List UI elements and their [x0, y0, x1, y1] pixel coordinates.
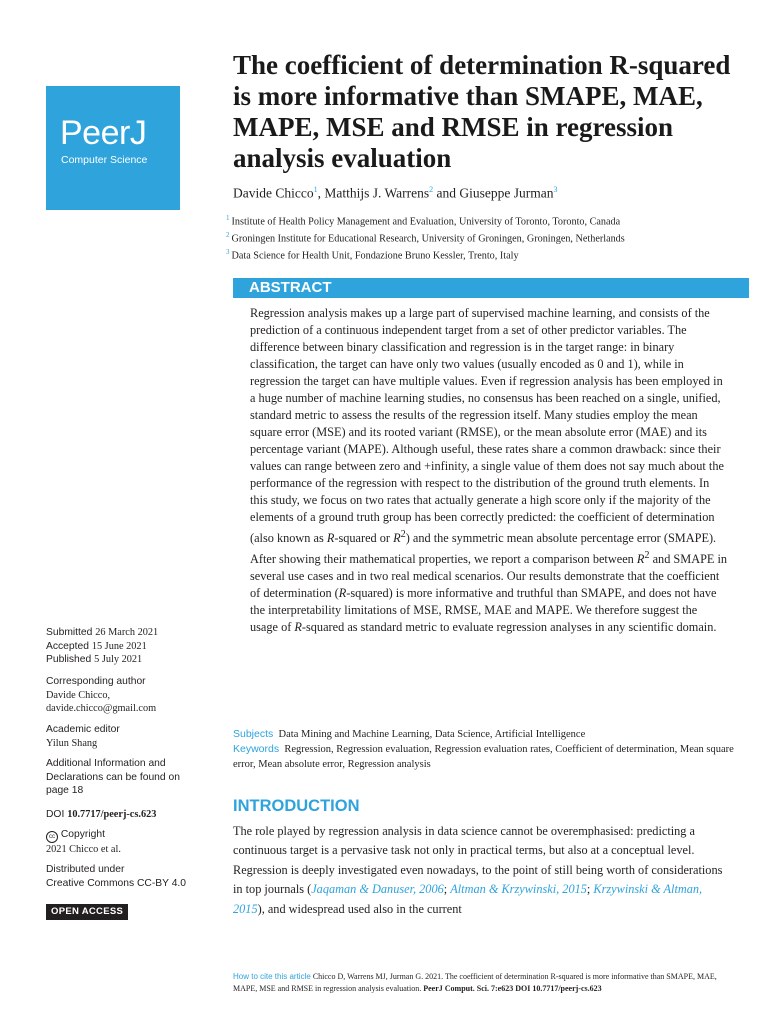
- article-history: [46, 626, 158, 667]
- how-to-cite: How to cite this article Chicco D, Warrens MJ, Jurman G. 2021. The coefficient of determination R-squared is more informative than SMAPE, MAE, MAPE, MSE and RMSE in regression analysis evaluation. PeerJ Comput. Sci. 7:e623 DOI 10.7717/peerj-cs.623: [233, 972, 717, 993]
- affiliation-item: $^3$ Data Science for Health Unit, Fondazione Bruno Kessler, Trento, Italy: [226, 247, 519, 262]
- affiliation-item: $^1$ Institute of Health Policy Management and Evaluation, University of Toronto, Toronto, Canada: [226, 214, 621, 228]
- license-link[interactable]: Creative Commons CC-BY 4.0: [46, 877, 187, 889]
- open-access-badge: OPEN ACCESS: [46, 904, 128, 920]
- introduction-text: The role played by regression analysis in data science cannot be overemphasised: predicting a continuous target is a pervasive task not only in practical terms, but also at a conceptual level. Regression is deeply investigated even nowadays, to the point of still being worth of considerations in top journals (Jaqaman & Danuser, 2006; Altman & Krzywinski, 2015; Krzywinski & Altman, 2015), and widespread used also in the current: [233, 824, 723, 916]
- logo-name: PeerJ: [60, 114, 147, 152]
- subjects-keywords: [233, 727, 743, 772]
- citation-link[interactable]: Altman & Krzywinski, 2015: [450, 882, 587, 897]
- cc-icon: cc: [46, 831, 58, 843]
- submitted-date: Submitted 26 March 2021: [46, 627, 159, 638]
- citation-link[interactable]: Jaqaman & Danuser, 2006: [311, 882, 444, 897]
- accepted-date: Accepted 15 June 2021: [46, 640, 147, 652]
- additional-info-link[interactable]: Additional Information and Declarations can be found on page 18: [46, 758, 180, 796]
- footer-doi[interactable]: DOI 10.7717/peerj-cs.623: [515, 984, 602, 993]
- affiliation-marker[interactable]: 2: [429, 185, 434, 194]
- affiliation-item: $^2$ Groningen Institute for Educational Research, University of Groningen, Groningen, Netherlands: [226, 230, 625, 245]
- abstract-text: Regression analysis makes up a large part of supervised machine learning, and consists of the prediction of a continuous independent target from a set of other predictor variables. The difference between binary classification and regression is in the target range: in binary classification, the target can have only two values (usually encoded as 0 and 1), while in regression the target can have multiple values. Even if regression analysis has been employed in a huge number of machine learning studies, no consensus has been reached on a single, unified, standard metric to assess the results of the regression itself. Many studies employ the mean square error (MSE) and its rooted variant (RMSE), or the mean absolute error (MAE) and its percentage variant (MAPE). Although useful, these rates share a common drawback: since their values can range between zero and +infinity, a single value of them does not say much about the performance of the regression with respect to the distribution of the ground truth elements. In this study, we focus on two rates that actually generate a high score only if the majority of the elements of a ground truth group has been correctly predicted: the coefficient of determination (also known as R-squared or $R^2$) and the symmetric mean absolute percentage error (SMAPE). After showing their mathematical properties, we report a comparison between $R^2$ and SMAPE in several use cases and in two real medical scenarios. Our results demonstrate that the coefficient of determination (R-squared) is more informative and truthful than SMAPE, and does not have the interpretability limitations of MSE, RMSE, MAE and MAPE. We therefore suggest the usage of R-squared as standard metric to evaluate regression analyses in any scientific domain.: [250, 306, 728, 635]
- subjects: Subjects Data Mining and Machine Learning, Data Science, Artificial Intelligence: [233, 728, 586, 740]
- author-name[interactable]: Davide Chicco: [233, 185, 314, 201]
- published-date: Published 5 July 2021: [46, 654, 143, 665]
- corresponding-email-link[interactable]: davide.chicco@gmail.com: [46, 703, 157, 714]
- doi: DOI 10.7717/peerj-cs.623: [46, 809, 157, 820]
- author-name[interactable]: Giuseppe Jurman: [459, 185, 554, 201]
- peerj-logo: [46, 86, 180, 210]
- license: Distributed under Creative Commons CC-BY 4.0: [46, 864, 187, 889]
- affiliation-marker[interactable]: 3: [553, 185, 558, 194]
- affiliation-marker[interactable]: 1: [313, 185, 318, 194]
- abstract-heading: ABSTRACT: [233, 278, 749, 298]
- doi-link[interactable]: 10.7717/peerj-cs.623: [67, 809, 157, 820]
- affiliation-list: [226, 212, 625, 263]
- author-list: Davide Chicco$^1$, Matthijs J. Warrens$^2$ and Giuseppe Jurman$^3$: [233, 185, 558, 201]
- corresponding-author: Corresponding author Davide Chicco, davide.chicco@gmail.com: [46, 676, 157, 714]
- logo-subtitle: Computer Science: [61, 154, 148, 166]
- author-name[interactable]: Matthijs J. Warrens: [324, 185, 430, 201]
- keywords: Keywords Regression, Regression evaluation, Regression evaluation rates, Coefficient of determination, Mean square error, Mean absolute error, Regression analysis: [233, 743, 734, 770]
- copyright: cc Copyright 2021 Chicco et al.: [46, 829, 121, 855]
- academic-editor: Academic editor Yilun Shang: [46, 724, 120, 749]
- introduction-heading: INTRODUCTION: [233, 797, 360, 815]
- article-title: The coefficient of determination R-squared is more informative than SMAPE, MAE, MAPE, MSE and RMSE in regression analysis evaluation: [233, 50, 731, 173]
- citation-link[interactable]: Krzywinski & Altman, 2015: [233, 882, 703, 916]
